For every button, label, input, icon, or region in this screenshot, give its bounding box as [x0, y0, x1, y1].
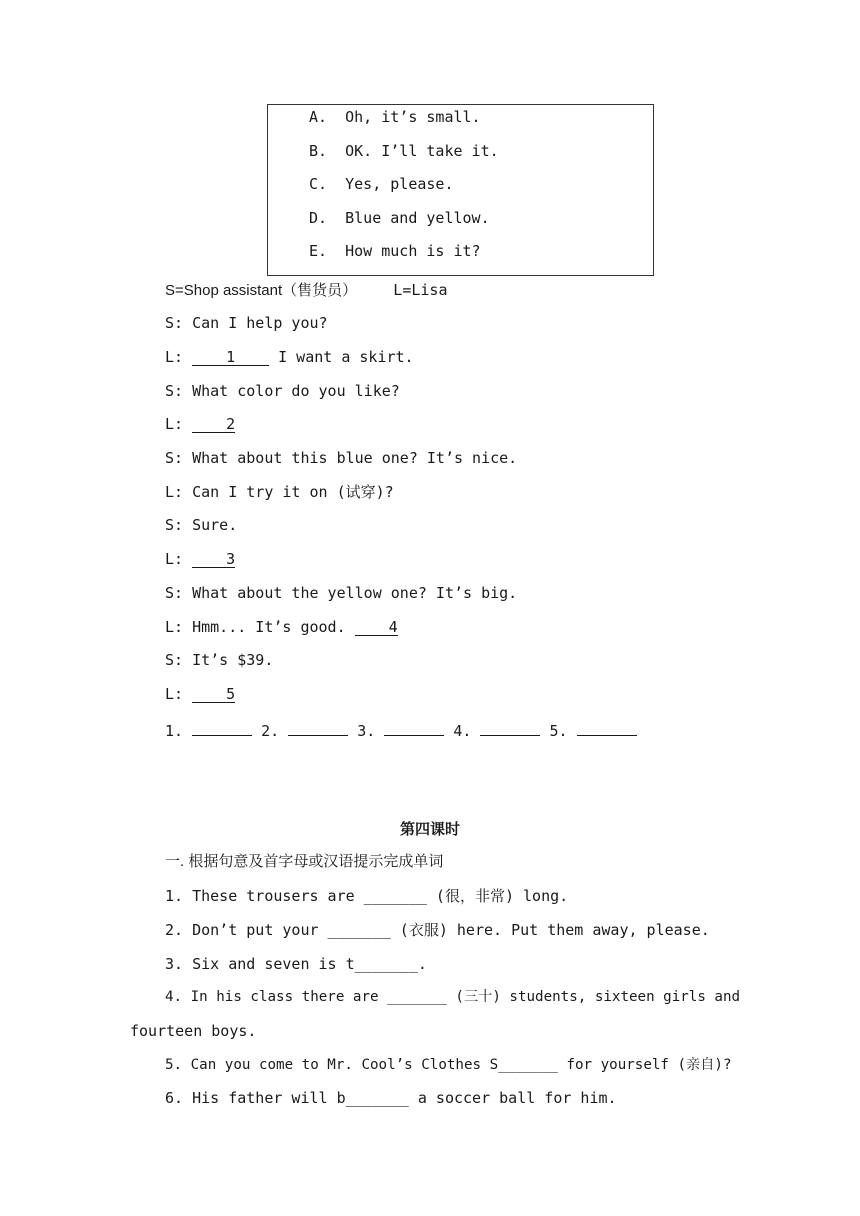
answer-slot-5[interactable] [577, 718, 637, 736]
roles-line [165, 280, 447, 301]
section-heading: 一. 根据句意及首字母或汉语提示完成单词 [165, 853, 444, 870]
answer-blank-2[interactable]: 2 [192, 415, 235, 433]
option-b: B. OK. I’ll take it. [309, 142, 499, 160]
dialogue-line: S: What about this blue one? It’s nice. [165, 449, 518, 467]
question-6: 6. His father will b_______ a soccer ball for him. [165, 1089, 617, 1107]
question-5: 5. Can you come to Mr. Cool’s Clothes S_______ for yourself (亲自)? [165, 1057, 732, 1073]
dialogue-line: L: 2 [165, 415, 236, 433]
answer-slot-2[interactable] [288, 718, 348, 736]
answer-slot-3[interactable] [384, 718, 444, 736]
dialogue-line: L: 1 I want a skirt. [165, 348, 414, 366]
lesson-title: 第四课时 [399, 820, 460, 838]
dialogue-line: L: Hmm... It’s good. 4 [165, 618, 398, 636]
answer-blank-1[interactable]: 1 [192, 348, 269, 366]
answer-slot-4[interactable] [480, 718, 540, 736]
answer-blank-5[interactable]: 5 [192, 685, 235, 703]
role-lisa: L=Lisa [393, 281, 448, 299]
dialogue-line: S: Can I help you? [165, 314, 328, 332]
option-c: C. Yes, please. [309, 175, 454, 193]
dialogue-line: S: Sure. [165, 516, 238, 534]
dialogue-line: S: What about the yellow one? It’s big. [165, 584, 518, 602]
dialogue-line: L: 5 [165, 685, 236, 703]
answer-slot-1[interactable] [192, 718, 252, 736]
option-d: D. Blue and yellow. [309, 209, 490, 227]
question-4-line-1: 4. In his class there are _______ (三十) students, sixteen girls and [165, 989, 741, 1005]
dialogue-line: L: 3 [165, 550, 236, 568]
option-a: A. Oh, it’s small. [309, 108, 481, 126]
answer-blank-3[interactable]: 3 [192, 550, 235, 568]
question-2: 2. Don’t put your _______ (衣服) here. Put them away, please. [165, 921, 710, 939]
dialogue-line: S: It’s $39. [165, 651, 274, 669]
question-1: 1. These trousers are _______ (很，非常) long. [165, 887, 569, 905]
answer-line: 1. 2. 3. 4. 5. [165, 718, 637, 741]
answer-blank-4[interactable]: 4 [355, 618, 398, 636]
role-shop-assistant: S=Shop assistant（售货员） [165, 282, 358, 299]
dialogue-line: L: Can I try it on (试穿)? [165, 483, 394, 501]
option-e: E. How much is it? [309, 242, 481, 260]
dialogue-line: S: What color do you like? [165, 382, 400, 400]
question-3: 3. Six and seven is t_______. [165, 955, 427, 973]
question-4-line-2: fourteen boys. [130, 1022, 257, 1040]
